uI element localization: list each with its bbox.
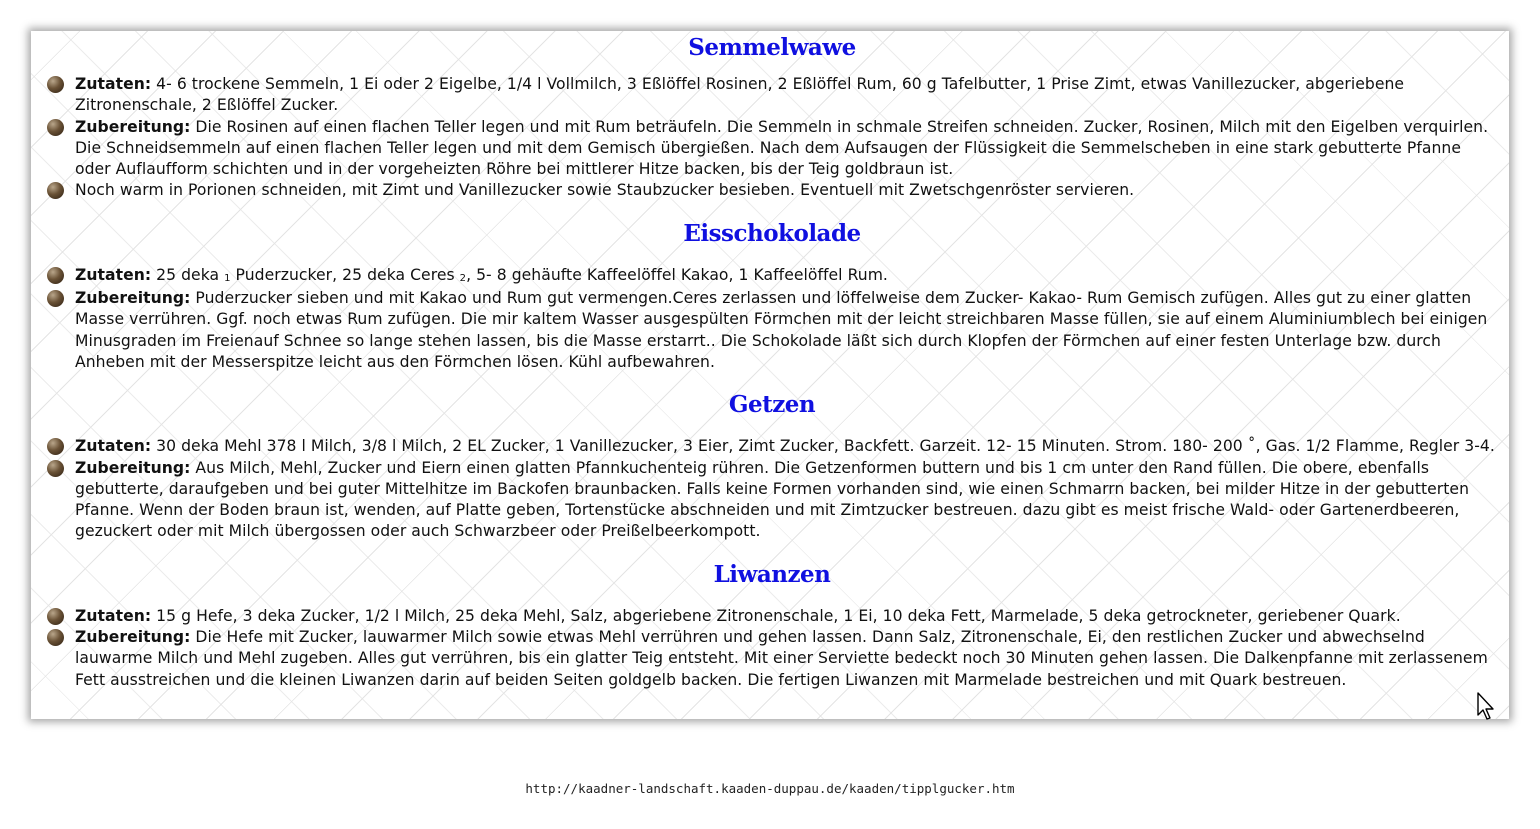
- item-label: Zubereitung:: [75, 458, 191, 477]
- footnote-marker: 2: [459, 272, 467, 284]
- recipe-section-semmelwawe: [47, 31, 1497, 202]
- bullet-ball-icon: [47, 182, 64, 199]
- recipe-list: [47, 606, 1497, 691]
- recipe-section-liwanzen: [47, 543, 1497, 691]
- item-label: Zutaten:: [75, 75, 152, 93]
- bullet-ball-icon: [47, 438, 64, 455]
- item-text: , 5- 8 gehäufte Kaffeelöffel Kakao, 1 Kaffeelöffel Rum.: [466, 265, 888, 284]
- recipe-section-getzen: [47, 373, 1497, 542]
- recipe-title: Eisschokolade: [683, 219, 861, 247]
- recipe-title: Semmelwawe: [688, 34, 856, 61]
- item-text: 25 deka: [151, 265, 225, 284]
- item-text: Puderzucker sieben und mit Kakao und Rum gut vermengen.Ceres zerlassen und löffelweise dem Zucker- Kakao- Rum Gemisch zufügen. Alles gut zu einer glatten Masse verrühren. Ggf. noch etwas Rum zufügen. Die mir kaltem Wasser ausgespülten Förmchen mit der leicht streichbaren Masse füllen, sie auf einem Aluminiumblech bei einigen Minusgraden im Freienauf Schnee so lange stehen lassen, bis die Masse erstarrt.. Die Schokolade läßt sich durch Klopfen der Förmchen auf einer festen Unterlage bzw. durch Anheben mit der Messerspitze leicht aus den Förmchen lösen. Kühl aufbewahren.: [75, 289, 1488, 371]
- footnote-marker: 1: [224, 272, 231, 284]
- list-item: [47, 606, 1497, 627]
- item-text: Puderzucker, 25 deka Ceres: [230, 265, 460, 284]
- list-item: [47, 288, 1497, 373]
- list-item: [47, 458, 1497, 543]
- list-item: [47, 74, 1497, 117]
- item-label: Zubereitung:: [75, 289, 191, 308]
- item-label: Zubereitung:: [75, 117, 191, 136]
- list-item: [47, 436, 1497, 457]
- item-text: Die Hefe mit Zucker, lauwarmer Milch sowie etwas Mehl verrühren und gehen lassen. Dann Salz, Zitronenschale, Ei, den restlichen Zucker und abwechselnd lauwarme Milch und Mehl zugeben. Alles gut verrühren, bis ein glatter Teig entsteht. Mit einer Serviette bedeckt noch 30 Minuten gehen lassen. Die Dalkenpfanne mit zerlassenem Fett ausstreichen und die kleinen Liwanzen darin auf beiden Seiten goldgelb backen. Die fertigen Liwanzen mit Marmelade bestreichen und mit Quark bestreuen.: [75, 628, 1488, 689]
- item-label: Zutaten:: [75, 606, 152, 625]
- list-item: [47, 180, 1497, 201]
- list-item: [47, 265, 1497, 288]
- recipe-section-eisschokolade: [47, 202, 1497, 373]
- recipe-title: Liwanzen: [713, 560, 831, 588]
- bullet-ball-icon: [47, 608, 64, 625]
- bullet-ball-icon: [47, 460, 64, 477]
- bullet-ball-icon: [47, 76, 64, 93]
- item-label: Zutaten:: [75, 437, 152, 456]
- recipe-list: [47, 436, 1497, 542]
- recipe-title: Getzen: [728, 391, 816, 419]
- bullet-ball-icon: [47, 290, 64, 307]
- bullet-ball-icon: [47, 119, 64, 136]
- item-text: Die Rosinen auf einen flachen Teller legen und mit Rum beträufeln. Die Semmeln in schmale Streifen schneiden. Zucker, Rosinen, Milch mit den Eigelben verquirlen. Die Schneidsemmeln auf einen flachen Teller legen und mit dem Gemisch übergießen. Nach dem Aufsaugen der Flüssigkeit die Semmelscheben in eine stark gebutterte Pfanne oder Auflaufform schichten und in der vorgeheizten Röhre bei mittlerer Hitze backen, bis der Teig goldbraun ist.: [75, 117, 1489, 179]
- bullet-ball-icon: [47, 267, 64, 284]
- mouse-cursor-icon: [1477, 692, 1497, 722]
- page-screenshot: [31, 31, 1509, 719]
- item-label: Zubereitung:: [75, 628, 191, 647]
- item-text: Aus Milch, Mehl, Zucker und Eiern einen glatten Pfannkuchenteig rühren. Die Getzenformen buttern und bis 1 cm unter den Rand füllen. Die obere, ebenfalls gebutterte, daraufgeben und bei guter Mittelhitze im Backofen braunbacken. Falls keine Formen vorhanden sind, wie einen Schmarrn backen, bei milder Hitze in der gebutterten Pfanne. Wenn der Boden braun ist, wenden, auf Platte geben, Tortenstücke abschneiden und mit Zimtzucker bestreuen. dazu gibt es meist frische Wald- oder Gartenerdbeeren, gezuckert oder mit Milch übergossen oder auch Schwarzbeer oder Preißelbeerkompott.: [75, 458, 1470, 541]
- item-label: Zutaten:: [75, 265, 152, 284]
- recipe-list: [47, 74, 1497, 202]
- recipe-list: [47, 265, 1497, 373]
- bullet-ball-icon: [47, 629, 64, 646]
- recipe-content: [31, 31, 1509, 691]
- item-text: 15 g Hefe, 3 deka Zucker, 1/2 l Milch, 25 deka Mehl, Salz, abgeriebene Zitronenschale, 1 Ei, 10 deka Fett, Marmelade, 5 deka getrockneter, geriebener Quark.: [151, 606, 1401, 625]
- item-text: 4- 6 trockene Semmeln, 1 Ei oder 2 Eigelbe, 1/4 l Vollmilch, 3 Eßlöffel Rosinen, 2 Eßlöffel Rum, 60 g Tafelbutter, 1 Prise Zimt, etwas Vanillezucker, abgeriebene Zitronenschale, 2 Eßlöffel Zucker.: [75, 75, 1405, 115]
- source-url: http://kaadner-landschaft.kaaden-duppau.de/kaaden/tipplgucker.htm: [525, 781, 1015, 796]
- list-item: [47, 117, 1497, 181]
- item-text: Noch warm in Porionen schneiden, mit Zimt und Vanillezucker sowie Staubzucker besieben. Eventuell mit Zwetschgenröster servieren.: [75, 181, 1135, 200]
- list-item: [47, 627, 1497, 691]
- item-text: 30 deka Mehl 378 l Milch, 3/8 l Milch, 2 EL Zucker, 1 Vanillezucker, 3 Eier, Zimt Zucker, Backfett. Garzeit. 12- 15 Minuten. Strom. 180- 200 ˚, Gas. 1/2 Flamme, Regler 3-4.: [151, 437, 1495, 456]
